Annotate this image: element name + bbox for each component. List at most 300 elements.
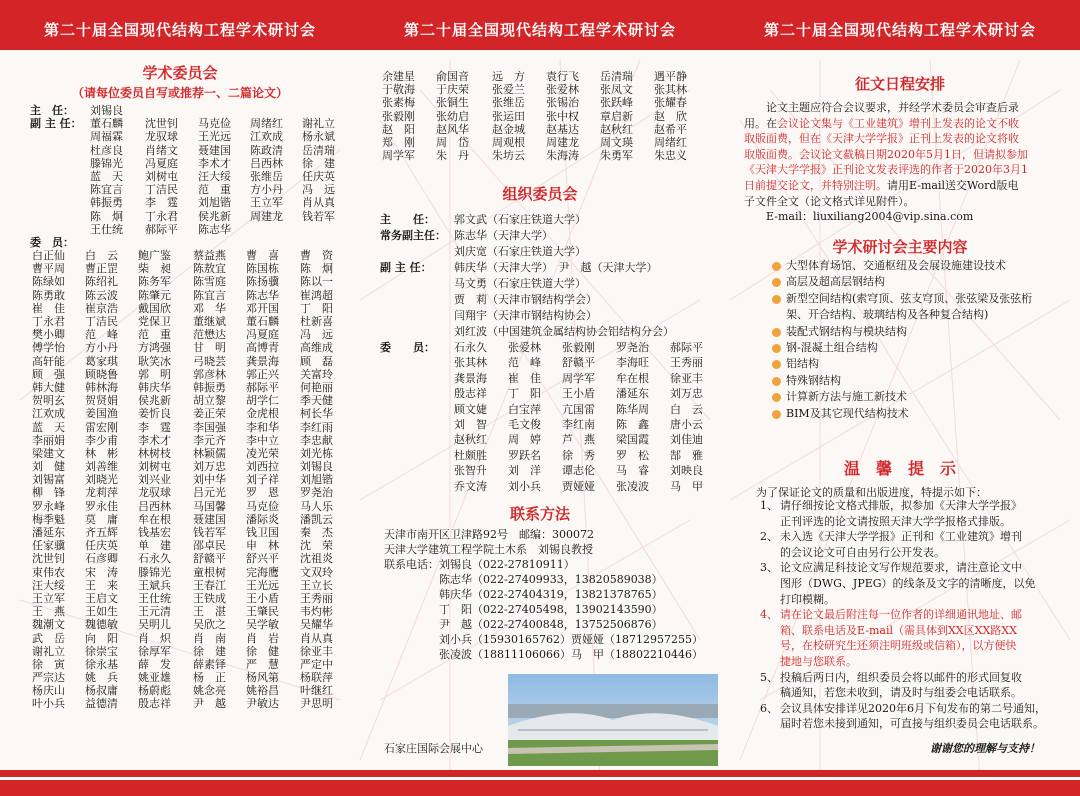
name-cell: 柯长华 (300, 407, 333, 421)
name-cell: 白 云 (85, 249, 118, 263)
name-cell: 张爱兰 (492, 83, 525, 97)
name-cell: 刘锡良 (90, 104, 123, 117)
name-cell: 周学军 (382, 149, 415, 163)
name-cell: 赵秋红 (454, 433, 487, 447)
name-cell: 陈志华 (246, 288, 279, 302)
name-cell: 韦灼彬 (300, 605, 333, 619)
name-cell: 顾文婕 (454, 402, 487, 416)
name-cell: 王光远 (198, 130, 231, 144)
name-cell: 胡立黎 (193, 394, 226, 408)
name-cell: 范 重 (198, 183, 231, 197)
contact-text: 联系电话：刘锡良（022-27810911） (384, 558, 575, 571)
name-cell: 姚 兵 (85, 671, 118, 685)
name-cell: 范 峰 (85, 328, 118, 342)
name-cell: 张铜生 (436, 96, 469, 110)
tip-text: 的会议论文可自由另行公开发表。 (780, 545, 945, 559)
name-cell: 张其林 (654, 83, 687, 97)
name-cell: 李少甫 (85, 433, 118, 447)
name-cell: 于庆荣 (436, 83, 469, 97)
name-cell: 王如生 (85, 605, 118, 619)
name-cell: 刘 健 (32, 460, 65, 474)
name-cell: 俞国音 (436, 70, 469, 83)
name-cell: 钱基宏 (138, 526, 171, 539)
row-value: 贾 莉（天津市钢结构学会） (454, 293, 597, 306)
row-value: 韩庆华（天津大学） 尹 越（天津大学） (454, 261, 658, 274)
name-cell: 郝际平 (670, 341, 703, 354)
contact-text: 天津市南开区卫津路92号 邮编：300072 (384, 528, 594, 541)
tips-intro: 为了保证论文的质量和出版进度，特提示如下： (756, 486, 987, 499)
name-cell: 郭彦林 (193, 367, 226, 381)
name-cell: 王铁成 (193, 591, 226, 605)
name-cell: 郭正兴 (246, 367, 279, 381)
contact-text: 韩庆华（022-27404319，13821378765） (384, 588, 663, 601)
name-cell: 石永久 (138, 552, 171, 566)
topic-item: 钢-混凝土组合结构 (772, 340, 1072, 356)
name-cell: 毛文俊 (508, 417, 541, 431)
schedule-text-black: 请用E-mail送交Word版电 (887, 178, 1019, 192)
name-cell: 姜正荣 (193, 407, 226, 421)
name-cell: 刘晓光 (85, 473, 118, 487)
row-label: 副 主 任： (30, 117, 82, 131)
name-cell: 韩庆华 (138, 380, 171, 394)
name-cell: 郭 明 (138, 367, 171, 381)
name-cell: 杨叔庸 (85, 684, 118, 698)
name-cell: 朱海涛 (546, 149, 579, 163)
name-cell: 薛素铎 (193, 657, 226, 671)
name-cell: 江欢成 (32, 407, 65, 421)
name-cell: 王秀丽 (670, 356, 703, 370)
name-cell: 任家骥 (32, 539, 65, 553)
name-cell: 李红雨 (300, 420, 333, 434)
name-cell: 周建龙 (250, 209, 283, 223)
name-cell: 赵秋红 (600, 122, 633, 136)
tip-line (760, 623, 1070, 639)
name-cell: 杨永斌 (302, 130, 335, 144)
name-cell: 刘万忠 (670, 387, 703, 401)
tip-text: 会议具体安排详见2020年6月下旬发布的第二号通知， (780, 701, 1046, 715)
name-cell: 芦 燕 (562, 433, 595, 447)
name-cell: 刘 洋 (508, 464, 541, 478)
name-cell: 秦 杰 (300, 526, 333, 539)
name-cell: 罗 松 (616, 448, 649, 462)
contact-title: 联系方法 (509, 505, 570, 523)
row-value: 闫翔宇（天津市钢结构协会） (454, 309, 597, 322)
organizing-committee-title: 组织委员会 (502, 185, 578, 203)
name-cell: 马人乐 (300, 499, 333, 513)
topic-item: 特殊钢结构 (772, 373, 1072, 389)
name-cell: 罗跃名 (508, 448, 541, 462)
name-cell: 马 睿 (616, 464, 649, 478)
name-cell: 陈政清 (250, 143, 283, 157)
name-cell: 陈国栋 (246, 262, 279, 276)
name-cell: 高维成 (300, 341, 333, 355)
name-cell: 张爱林 (546, 83, 579, 97)
name-cell: 张维岳 (250, 169, 283, 183)
name-cell: 岳清瑞 (600, 70, 633, 83)
tip-number: 1、 (760, 499, 778, 512)
name-cell: 耿笑冰 (138, 354, 171, 368)
row-value: 陈志华（天津大学） (454, 229, 553, 242)
name-cell: 江欢成 (250, 130, 283, 144)
name-cell: 舒赣平 (193, 552, 226, 566)
footer-band (720, 770, 1080, 796)
name-cell: 徐崇宝 (85, 644, 118, 658)
name-cell: 张凤文 (600, 83, 633, 97)
name-cell: 赵风华 (436, 122, 469, 136)
name-cell: 韩振勇 (90, 196, 123, 210)
name-cell: 陈以一 (300, 275, 333, 289)
name-cell: 刘旭锴 (198, 196, 231, 210)
name-cell: 刘万忠 (193, 460, 226, 474)
name-cell: 杨风第 (246, 671, 279, 685)
name-cell: 钱卫国 (246, 526, 279, 539)
name-cell: 贺明玄 (32, 394, 65, 408)
name-cell: 周建龙 (546, 135, 579, 149)
name-cell: 刘 智 (454, 417, 487, 431)
name-cell: 岳清瑞 (302, 143, 335, 157)
header-band: 第二十届全国现代结构工程学术研讨会 (360, 0, 720, 50)
name-cell: 凌光荣 (246, 446, 279, 460)
name-cell: 潘延东 (616, 387, 649, 401)
name-cell: 刘佳迪 (670, 433, 703, 447)
name-cell: 杜新喜 (300, 315, 333, 328)
name-cell: 弓晓芸 (193, 354, 226, 368)
name-cell: 崔鸿超 (300, 288, 333, 302)
photo-caption: 石家庄国际会展中心 (384, 742, 483, 755)
footer-band (0, 770, 360, 796)
name-cell: 钱若军 (302, 209, 335, 223)
name-cell: 汪大绥 (32, 578, 65, 592)
name-cell: 遇平静 (654, 70, 687, 83)
name-cell: 徐 健 (246, 644, 279, 658)
name-cell: 李术才 (198, 156, 231, 170)
name-cell: 袁行飞 (546, 70, 579, 83)
row-label: 主 任： (30, 104, 74, 117)
name-cell: 周 婷 (508, 433, 541, 447)
name-cell: 陈 炯 (90, 209, 123, 223)
name-cell: 单 建 (138, 539, 171, 553)
name-cell: 王 燕 (32, 605, 65, 619)
name-cell: 潘际炎 (246, 512, 279, 526)
name-cell: 徐永基 (85, 657, 118, 671)
topic-item: 装配式钢结构与模块结构 (772, 324, 1072, 340)
tip-text: 请仔细按论文格式排版，拟参加《天津大学学报》 (780, 499, 1022, 512)
column-academic-committee (0, 0, 360, 796)
column-organizing-committee (360, 0, 720, 796)
name-cell: 张锡治 (546, 96, 579, 110)
name-cell: 王元清 (138, 605, 171, 619)
row-label: 委 员： (30, 235, 74, 249)
name-cell: 刘锡富 (32, 473, 65, 487)
name-cell: 陈宜言 (90, 183, 123, 197)
name-cell: 周绪红 (250, 117, 283, 131)
name-cell: 乔文涛 (454, 479, 487, 493)
name-cell: 贾娅娅 (562, 479, 595, 493)
name-cell: 梅季魁 (32, 512, 65, 526)
tip-text: 箱、联系电话及E-mail（需具体到XX区XX路XX (780, 623, 1017, 637)
tip-line (760, 514, 1070, 530)
name-cell: 韩林海 (85, 380, 118, 394)
name-cell: 吴明儿 (138, 618, 171, 632)
row-label: 主 任： (380, 213, 435, 226)
name-cell: 陈绿如 (32, 275, 65, 289)
name-cell: 甘 明 (193, 341, 226, 355)
topics-title: 学术研讨会主要内容 (832, 238, 968, 256)
name-cell: 刘中华 (193, 473, 226, 487)
name-cell: 龚景海 (454, 371, 487, 385)
name-cell: 马 甲 (670, 479, 703, 493)
name-cell: 王小盾 (246, 591, 279, 605)
name-cell: 李元齐 (193, 433, 226, 447)
name-cell: 邓 华 (193, 301, 226, 315)
tip-text: 请在论文最后附注每一位作者的详细通讯地址、邮 (780, 608, 1022, 622)
name-cell: 周观根 (492, 135, 525, 149)
name-cell: 白宝萍 (508, 402, 541, 416)
name-cell: 丁 阳 (300, 301, 333, 315)
name-cell: 尹敏达 (246, 697, 279, 711)
topic-item: 新型空间结构(索穹顶、弦支穹顶、张弦梁及张弦桁 (772, 291, 1072, 307)
name-cell: 罗永佳 (85, 499, 118, 513)
name-cell: 曹 资 (300, 249, 333, 263)
tip-text: 捷地与您联系。 (780, 654, 857, 668)
name-cell: 董继斌 (193, 315, 226, 328)
schedule-line: E-mail：liuxiliang2004@vip.sina.com (744, 210, 974, 224)
tip-number: 6、 (760, 701, 778, 715)
name-cell: 方小丹 (85, 341, 118, 355)
name-cell: 韩大健 (32, 380, 65, 394)
name-cell: 向 阳 (85, 631, 118, 645)
name-cell: 刘旭锴 (300, 473, 333, 487)
name-cell: 赵基达 (546, 122, 579, 136)
name-cell: 远 方 (492, 70, 525, 83)
name-cell: 范 重 (138, 328, 171, 342)
name-cell: 白 云 (670, 402, 703, 416)
name-cell: 郑 刚 (382, 135, 415, 149)
academic-committee-note: （请每位委员自写或推荐一、二篇论文） (71, 86, 288, 100)
contact-text: 刘小兵（15930165762）贾娅娅（18712957255） (384, 633, 703, 646)
column-call-for-papers (720, 0, 1080, 796)
schedule-text-red: 日前提交论文，并特别注明。 (744, 178, 887, 192)
name-cell: 柴 昶 (138, 262, 171, 276)
name-cell: 刘西拉 (246, 460, 279, 474)
name-cell: 邵卓民 (193, 539, 226, 553)
name-cell: 杨 正 (193, 671, 226, 685)
name-cell: 肖 岩 (246, 631, 279, 645)
name-cell: 姚念亮 (193, 684, 226, 698)
name-cell: 李忠献 (300, 433, 333, 447)
row-label: 委 员： (380, 341, 435, 354)
name-cell: 冯夏庭 (145, 156, 178, 170)
name-cell: 李 霆 (138, 420, 171, 434)
name-cell: 刘兴业 (138, 473, 171, 487)
name-cell: 李中立 (246, 433, 279, 447)
name-cell: 朱忠义 (654, 149, 687, 163)
name-cell: 胡学仁 (246, 394, 279, 408)
name-cell: 陈勇敢 (32, 288, 65, 302)
name-cell: 周文瑛 (600, 135, 633, 149)
name-cell: 周福霖 (90, 130, 123, 144)
name-cell: 薛 发 (138, 657, 171, 671)
tip-text: 未入选《天津大学学报》正刊和《工业建筑》增刊 (780, 530, 1022, 544)
tip-line (760, 576, 1070, 592)
name-cell: 蓝 天 (90, 169, 123, 183)
name-cell: 朱勇军 (600, 149, 633, 163)
name-cell: 杨联萍 (300, 671, 333, 685)
name-cell: 龚景海 (246, 354, 279, 368)
row-value: 刘红波（中国建筑金属结构协会铝结构分会） (454, 325, 674, 338)
schedule-text (744, 100, 1066, 225)
name-cell: 党保卫 (138, 315, 171, 328)
name-cell: 张耀春 (654, 96, 687, 110)
name-cell: 杜彦良 (90, 143, 123, 157)
contact-text: 陈志华（022-27409933，13820589038） (384, 573, 663, 586)
name-cell: 罗 恩 (246, 486, 279, 500)
name-cell: 龙驭球 (138, 486, 171, 500)
name-cell: 顾 强 (32, 367, 65, 381)
name-cell: 刘光栋 (300, 446, 333, 460)
name-cell: 莫 庸 (85, 512, 118, 526)
name-cell: 尹 越 (193, 697, 226, 711)
topic-item: 高层及超高层钢结构 (772, 274, 1072, 290)
name-cell: 章启新 (600, 109, 633, 123)
name-cell: 郝际平 (246, 380, 279, 394)
contact-text: 天津大学建筑工程学院土木系 刘锡良教授 (384, 543, 593, 556)
name-cell: 沈世钊 (32, 552, 65, 566)
name-cell: 陈宜言 (193, 288, 226, 302)
name-cell: 陈 鑫 (616, 417, 649, 431)
name-cell: 傅学怡 (32, 341, 65, 355)
name-cell: 侯兆新 (198, 209, 231, 223)
name-cell: 蓝 天 (32, 420, 65, 434)
name-cell: 刘树屯 (145, 169, 178, 183)
topic-item: 大型体育场馆、交通枢纽及会展设施建设技术 (772, 258, 1072, 274)
name-cell: 范 峰 (508, 356, 541, 370)
name-cell: 徐 秀 (562, 448, 595, 462)
name-cell: 王斌兵 (138, 578, 171, 592)
name-cell: 谢礼立 (32, 644, 65, 658)
name-cell: 沈祖炎 (300, 552, 333, 566)
name-cell: 吕西林 (138, 499, 171, 513)
name-cell: 郜 雅 (670, 448, 703, 462)
name-cell: 王光远 (246, 578, 279, 592)
tip-text: 打印模糊。 (780, 592, 835, 606)
name-cell: 董石麟 (90, 117, 123, 131)
name-cell: 贺贤娟 (85, 394, 118, 408)
name-cell: 陈志华 (198, 222, 231, 236)
name-cell: 姚裕昌 (246, 684, 279, 698)
name-cell: 雷宏刚 (85, 420, 118, 434)
name-cell: 滕锦光 (138, 565, 171, 579)
name-cell: 肖 南 (193, 631, 226, 645)
name-cell: 童根树 (193, 565, 226, 579)
name-cell: 赵 欣 (654, 109, 687, 123)
name-cell: 王秀丽 (300, 591, 333, 605)
name-cell: 何艳丽 (300, 380, 333, 394)
tip-number: 5、 (760, 670, 778, 684)
name-cell: 完海鹰 (246, 565, 279, 579)
name-cell: 刘子祥 (246, 473, 279, 487)
name-cell: 王仕统 (90, 222, 123, 236)
name-cell: 李红南 (562, 417, 595, 431)
name-cell: 方小丹 (250, 183, 283, 197)
name-cell: 马克俭 (246, 499, 279, 513)
name-cell: 潘延东 (32, 526, 65, 539)
contact-text: 丁 阳（022-27405498，13902143590） (384, 603, 663, 616)
topics-list (772, 258, 1072, 422)
row-value: 刘庆宽（石家庄铁道大学） (454, 245, 586, 258)
name-cell: 赵 阳 (382, 122, 415, 136)
footer-band (360, 770, 720, 796)
name-cell: 陈敖宜 (193, 262, 226, 276)
row-label: 常务副主任： (380, 229, 446, 242)
name-cell: 谢礼立 (302, 117, 335, 131)
name-cell: 滕锦光 (90, 156, 123, 170)
tips-list (760, 498, 1070, 732)
name-cell: 郝际平 (145, 222, 178, 236)
name-cell: 徐 寅 (32, 657, 65, 671)
name-cell: 吴学敏 (246, 618, 279, 632)
name-cell: 谭志伦 (562, 464, 595, 478)
row-label: 副 主 任： (380, 261, 432, 274)
name-cell: 林 彬 (85, 446, 118, 460)
name-cell: 季天健 (300, 394, 333, 408)
schedule-text-red: 会议论文集与《工业建筑》增刊上发表的论文不收 (777, 116, 1019, 130)
name-cell: 吴耀华 (300, 618, 333, 632)
name-cell: 叶继红 (300, 684, 333, 698)
name-cell: 丁洁民 (85, 315, 118, 328)
name-cell: 陈 炯 (300, 262, 333, 276)
name-cell: 柳 锋 (32, 486, 65, 500)
tip-text: 投稿后两日内，组织委员会将以邮件的形式回复收 (780, 670, 1022, 684)
name-cell: 邓开国 (246, 301, 279, 315)
tip-text: 号，在校研究生还须注明班级或信箱），以方便快 (780, 639, 1017, 653)
name-cell: 王小盾 (562, 387, 595, 401)
schedule-text-black: 用。在 (744, 116, 777, 130)
schedule-title: 征文日程安排 (854, 75, 945, 93)
name-cell: 张其林 (454, 356, 487, 370)
name-cell: 王春江 (193, 578, 226, 592)
name-cell: 高博青 (246, 341, 279, 355)
name-cell: 方鸿强 (138, 341, 171, 355)
name-cell: 曹正罡 (85, 262, 118, 276)
name-cell: 陈云波 (85, 288, 118, 302)
name-cell: 龙驭球 (145, 130, 178, 144)
schedule-line: 取版面费。会议论文截稿日期2020年5月1日，但请拟参加 (744, 147, 1028, 161)
name-cell: 罗永峰 (32, 499, 65, 513)
name-cell: 文双玲 (300, 565, 333, 579)
name-cell: 樊小卿 (32, 328, 65, 342)
name-cell: 徐亚丰 (300, 644, 333, 658)
topic-item: 计算新方法与施工新技术 (772, 389, 1072, 405)
name-cell: 王肇民 (246, 605, 279, 619)
name-cell: 宋 涛 (85, 565, 118, 579)
name-cell: 马国馨 (193, 499, 226, 513)
name-cell: 董石麟 (246, 315, 279, 328)
name-cell: 亢国雷 (562, 402, 595, 416)
name-cell: 汪大绥 (198, 169, 231, 183)
name-cell: 徐亚丰 (670, 371, 703, 385)
name-cell: 任庆英 (302, 169, 335, 183)
name-cell: 刘小兵 (508, 479, 541, 493)
tip-number: 3、 (760, 561, 778, 575)
header-band: 第二十届全国现代结构工程学术研讨会 (720, 0, 1080, 50)
name-cell: 李国强 (193, 420, 226, 434)
contact-text: 张凌波（18811106066）马 甲（18802210446） (384, 648, 703, 661)
name-cell: 冯夏庭 (246, 328, 279, 342)
name-cell: 严定中 (300, 657, 333, 671)
topic-item: 铝结构 (772, 356, 1072, 372)
name-cell: 崔 佳 (508, 371, 541, 385)
